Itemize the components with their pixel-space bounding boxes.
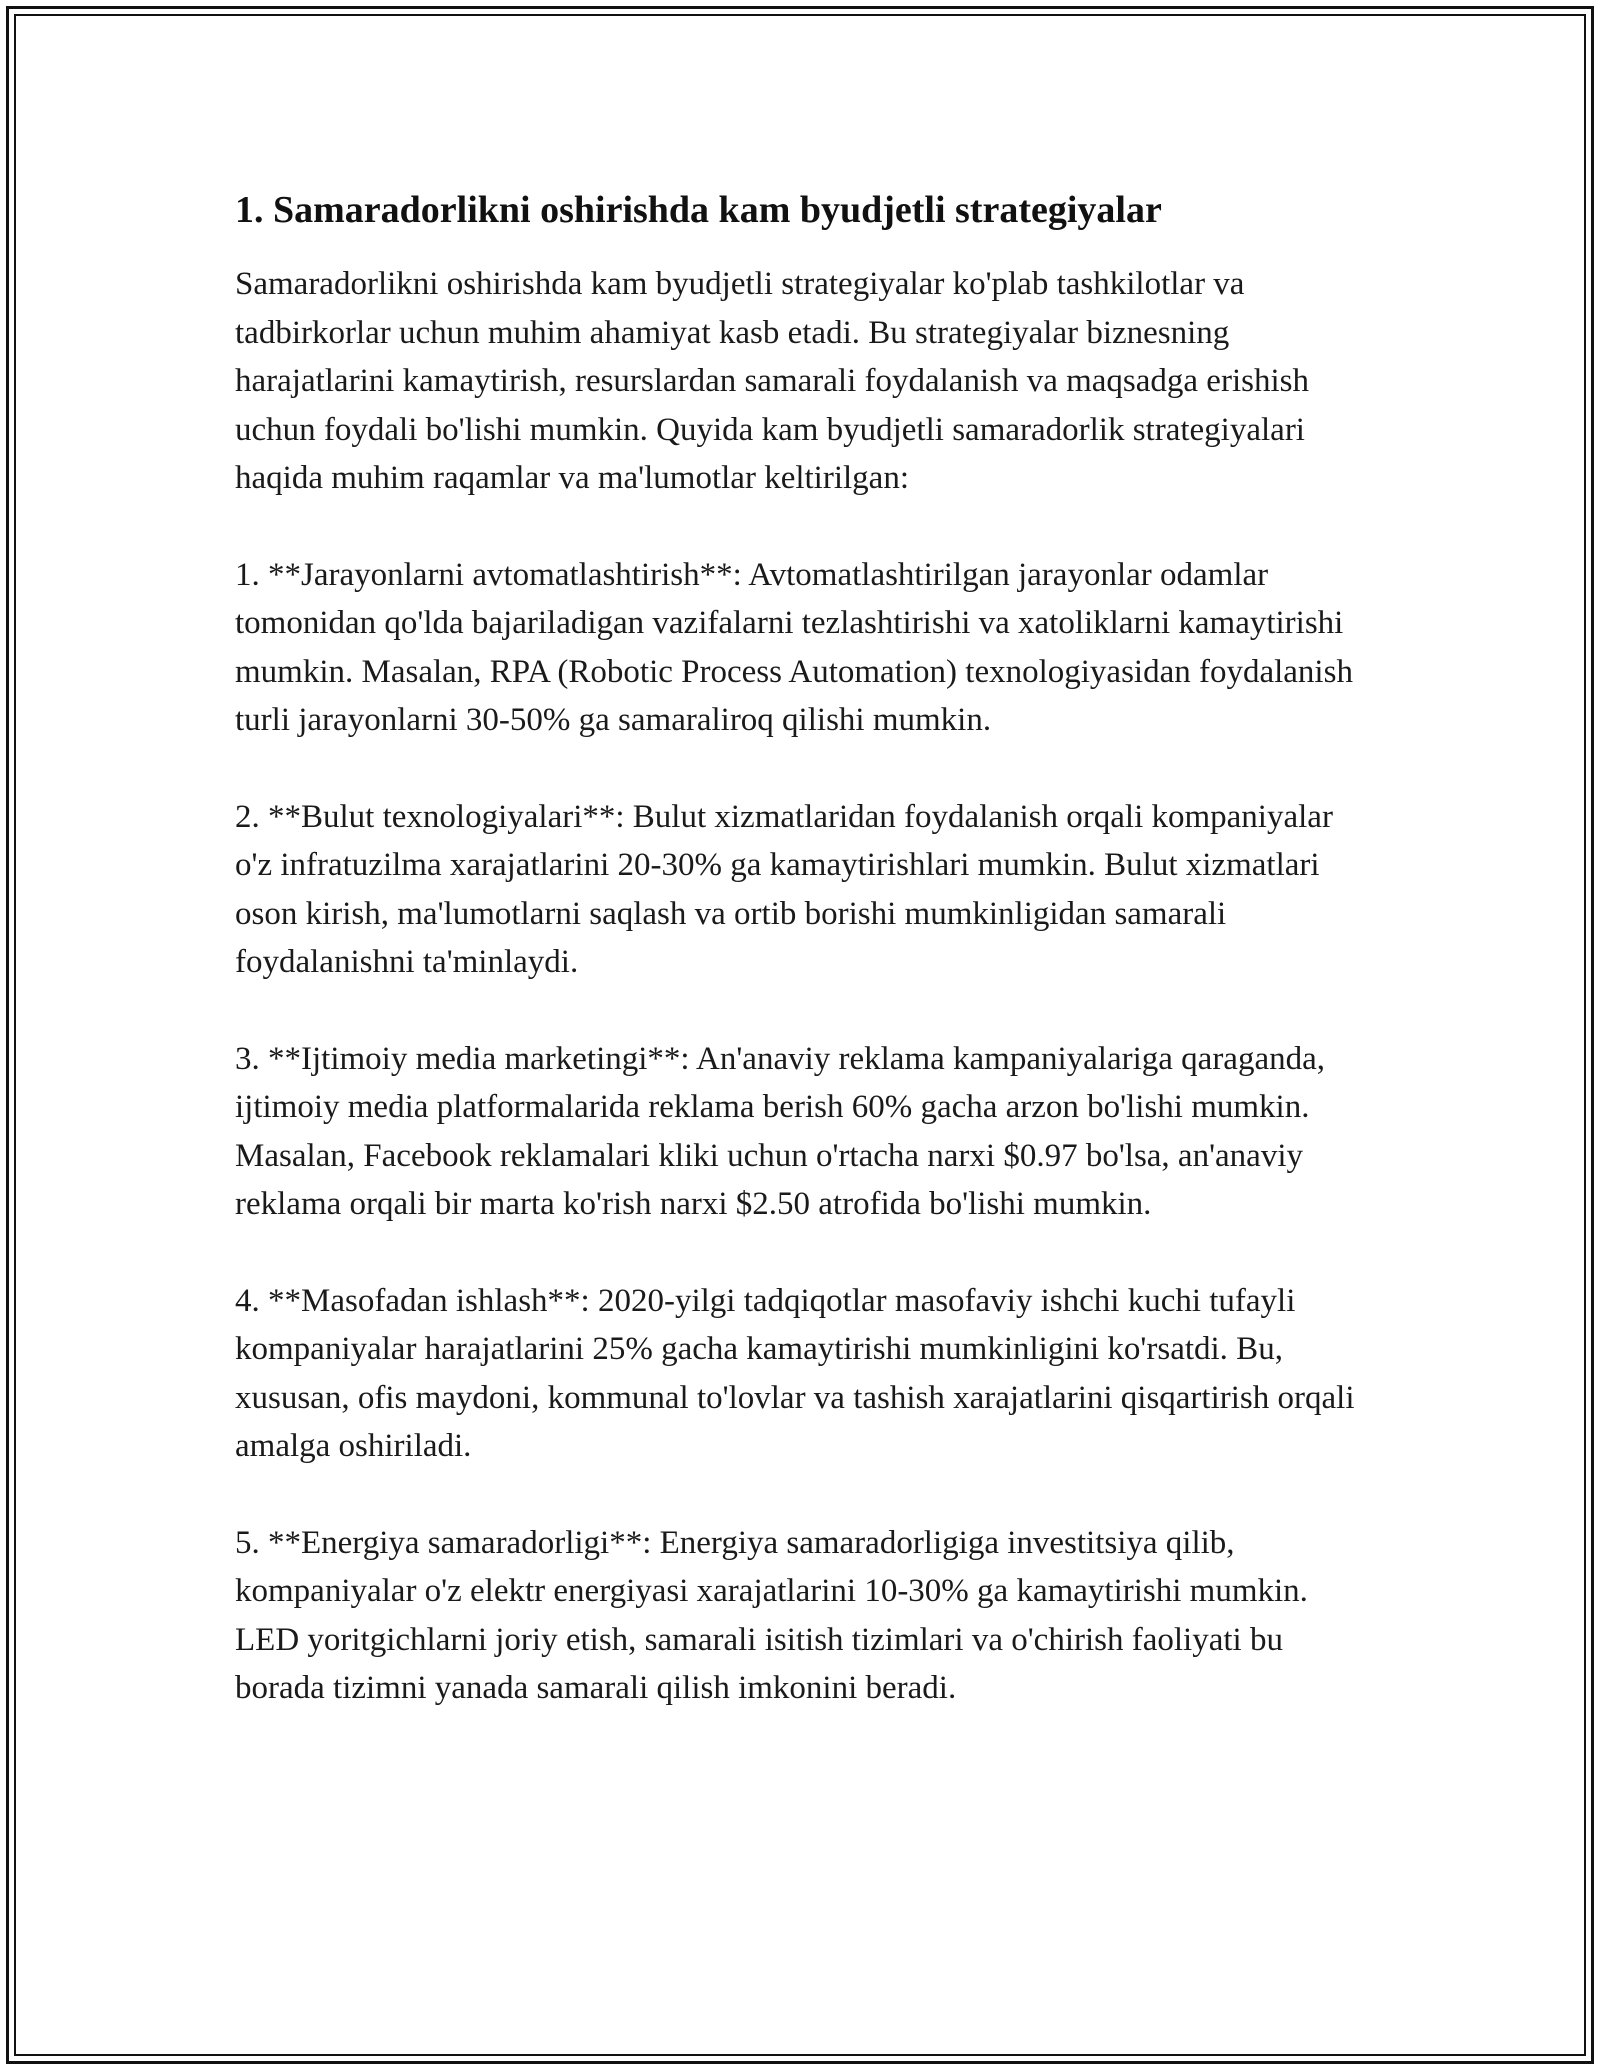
list-item-cloud: 2. **Bulut texnologiyalari**: Bulut xizmatlaridan foydalanish orqali kompaniyalar o'z infratuzilma xarajatlarini 20-30% ga kamaytirishlari mumkin. Bulut xizmatlari oson kirish, ma'lumotlarni saqlash va ortib borishi mumkinligidan samarali foydalanishni ta'minlaydi. bbox=[235, 798, 1333, 980]
list-item-remote-work: 4. **Masofadan ishlash**: 2020-yilgi tadqiqotlar masofaviy ishchi kuchi tufayli kompaniyalar harajatlarini 25% gacha kamaytirishi mumkinligini ko'rsatdi. Bu, xususan, ofis maydoni, kommunal to'lovlar va tashish xarajatlarini qisqartirish orqali amalga oshiriladi. bbox=[235, 1282, 1355, 1464]
list-item-automation: 1. **Jarayonlarni avtomatlashtirish**: Avtomatlashtirilgan jarayonlar odamlar tomonidan qo'lda bajariladigan vazifalarni tezlashtirishi va xatoliklarni kamaytirishi mumkin. Masalan, RPA (Robotic Process Automation) texnologiyasidan foydalanish turli jarayonlarni 30-50% ga samaraliroq qilishi mumkin. bbox=[235, 556, 1353, 738]
document-body bbox=[235, 186, 1375, 1761]
list-item-energy: 5. **Energiya samaradorligi**: Energiya samaradorligiga investitsiya qilib, kompaniyalar o'z elektr energiyasi xarajatlarini 10-30% ga kamaytirishi mumkin. LED yoritgichlarni joriy etish, samarali isitish tizimlari va o'chirish faoliyati bu borada tizimni yanada samarali qilish imkonini beradi. bbox=[235, 1524, 1308, 1706]
list-item-social-media: 3. **Ijtimoiy media marketingi**: An'anaviy reklama kampaniyalariga qaraganda, ijtimoiy media platformalarida reklama berish 60% gacha arzon bo'lishi mumkin. Masalan, Facebook reklamalari kliki uchun o'rtacha narxi $0.97 bo'lsa, an'anaviy reklama orqali bir marta ko'rish narxi $2.50 atrofida bo'lishi mumkin. bbox=[235, 1040, 1325, 1222]
intro-paragraph: Samaradorlikni oshirishda kam byudjetli strategiyalar ko'plab tashkilotlar va tadbirkorlar uchun muhim ahamiyat kasb etadi. Bu strategiyalar biznesning harajatlarini kamaytirish, resurslardan samarali foydalanish va maqsadga erishish uchun foydali bo'lishi mumkin. Quyida kam byudjetli samaradorlik strategiyalari haqida muhim raqamlar va ma'lumotlar keltirilgan: bbox=[235, 266, 1309, 496]
section-title: 1. Samaradorlikni oshirishda kam byudjetli strategiyalar bbox=[235, 189, 1162, 231]
